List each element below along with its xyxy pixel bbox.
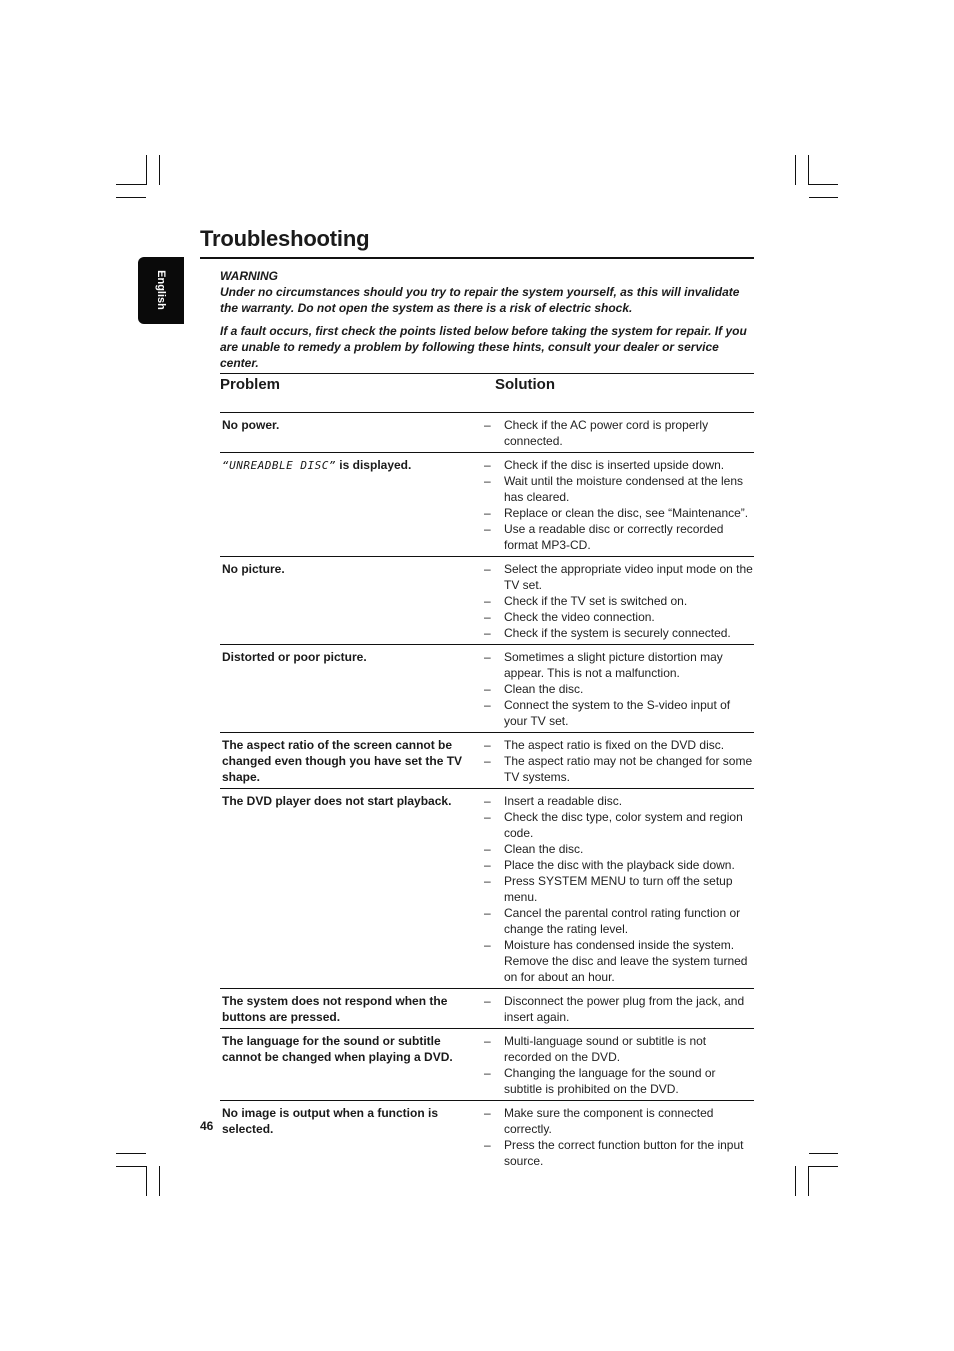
- language-tab: [138, 257, 184, 324]
- problem-cell: [220, 649, 484, 729]
- table-row: [220, 452, 754, 556]
- problem-text: No picture.: [222, 562, 285, 576]
- solution-item: – Replace or clean the disc, see “Maintenance”.: [484, 505, 754, 521]
- problem-cell: [220, 737, 484, 785]
- solution-item: – The aspect ratio may not be changed for some TV systems.: [484, 753, 754, 785]
- problem-cell: [220, 993, 484, 1025]
- solution-item: – Sometimes a slight picture distortion may appear. This is not a malfunction.: [484, 649, 754, 681]
- problem-cell: [220, 1033, 484, 1097]
- solution-item: – Check if the system is securely connected.: [484, 625, 754, 641]
- table-row: [220, 556, 754, 644]
- solution-item: – Clean the disc.: [484, 841, 754, 857]
- table-header: [220, 373, 754, 412]
- language-tab-label: English: [155, 270, 167, 310]
- table-row: [220, 732, 754, 788]
- solution-item: – Cancel the parental control rating function or change the rating level.: [484, 905, 754, 937]
- solution-list: [484, 457, 754, 553]
- table-row: [220, 1100, 754, 1172]
- solution-item: – Check if the disc is inserted upside down.: [484, 457, 754, 473]
- solution-item: – Make sure the component is connected correctly.: [484, 1105, 754, 1137]
- solution-item: – Use a readable disc or correctly recorded format MP3-CD.: [484, 521, 754, 553]
- table-row: [220, 644, 754, 732]
- table-row: [220, 788, 754, 988]
- page-title: Troubleshooting: [200, 226, 370, 251]
- solution-column-header: Solution: [495, 376, 555, 393]
- troubleshooting-table: [220, 373, 754, 1172]
- solution-list: [484, 417, 754, 449]
- solution-item: – Changing the language for the sound or subtitle is prohibited on the DVD.: [484, 1065, 754, 1097]
- warning-text: Under no circumstances should you try to repair the system yourself, as this will invalidate the warranty. Do not open the system as there is a risk of electric shock.: [220, 285, 740, 315]
- problem-text: The language for the sound or subtitle cannot be changed when playing a DVD.: [222, 1034, 453, 1064]
- problem-cell: [220, 417, 484, 449]
- solution-item: – Check the disc type, color system and region code.: [484, 809, 754, 841]
- problem-cell: [220, 793, 484, 985]
- page-number: 46: [200, 1119, 214, 1133]
- table-row: [220, 412, 754, 452]
- title-divider: [200, 257, 754, 259]
- solution-list: [484, 993, 754, 1025]
- fault-instructions: If a fault occurs, first check the points listed below before taking the system for repair. If you are unable to remedy a problem by following these hints, consult your dealer or service center.: [220, 324, 747, 370]
- solution-item: – Connect the system to the S-video input of your TV set.: [484, 697, 754, 729]
- problem-text: No power.: [222, 418, 280, 432]
- problem-text: The DVD player does not start playback.: [222, 794, 452, 808]
- solution-item: – Wait until the moisture condensed at the lens has cleared.: [484, 473, 754, 505]
- solution-item: – Multi-language sound or subtitle is not recorded on the DVD.: [484, 1033, 754, 1065]
- display-message: “UNREADBLE DISC”: [222, 459, 336, 472]
- solution-list: [484, 1033, 754, 1097]
- problem-cell: [220, 561, 484, 641]
- table-row: [220, 1028, 754, 1100]
- solution-item: – Check the video connection.: [484, 609, 754, 625]
- warning-block: [220, 268, 760, 371]
- problem-text: is displayed.: [335, 458, 412, 472]
- solution-list: [484, 737, 754, 785]
- solution-item: – Insert a readable disc.: [484, 793, 754, 809]
- problem-column-header: Problem: [220, 376, 281, 393]
- problem-text: The system does not respond when the buttons are pressed.: [222, 994, 448, 1024]
- problem-cell: [220, 1105, 484, 1169]
- table-body: [220, 412, 754, 1172]
- solution-item: – Place the disc with the playback side down.: [484, 857, 754, 873]
- solution-list: [484, 1105, 754, 1169]
- solution-item: – Select the appropriate video input mode on the TV set.: [484, 561, 754, 593]
- solution-item: – Disconnect the power plug from the jack, and insert again.: [484, 993, 754, 1025]
- problem-cell: [220, 457, 484, 553]
- solution-list: [484, 561, 754, 641]
- solution-list: [484, 793, 754, 985]
- solution-item: – Press SYSTEM MENU to turn off the setup menu.: [484, 873, 754, 905]
- solution-item: – Check if the TV set is switched on.: [484, 593, 754, 609]
- problem-text: The aspect ratio of the screen cannot be changed even though you have set the TV shape.: [222, 738, 463, 784]
- solution-item: – The aspect ratio is fixed on the DVD disc.: [484, 737, 754, 753]
- solution-item: – Moisture has condensed inside the system. Remove the disc and leave the system turned on for about an hour.: [484, 937, 754, 985]
- solution-list: [484, 649, 754, 729]
- solution-item: – Press the correct function button for the input source.: [484, 1137, 754, 1169]
- solution-item: – Check if the AC power cord is properly connected.: [484, 417, 754, 449]
- table-row: [220, 988, 754, 1028]
- warning-heading: WARNING: [220, 269, 278, 283]
- problem-text: No image is output when a function is selected.: [222, 1106, 439, 1136]
- solution-item: – Clean the disc.: [484, 681, 754, 697]
- problem-text: Distorted or poor picture.: [222, 650, 367, 664]
